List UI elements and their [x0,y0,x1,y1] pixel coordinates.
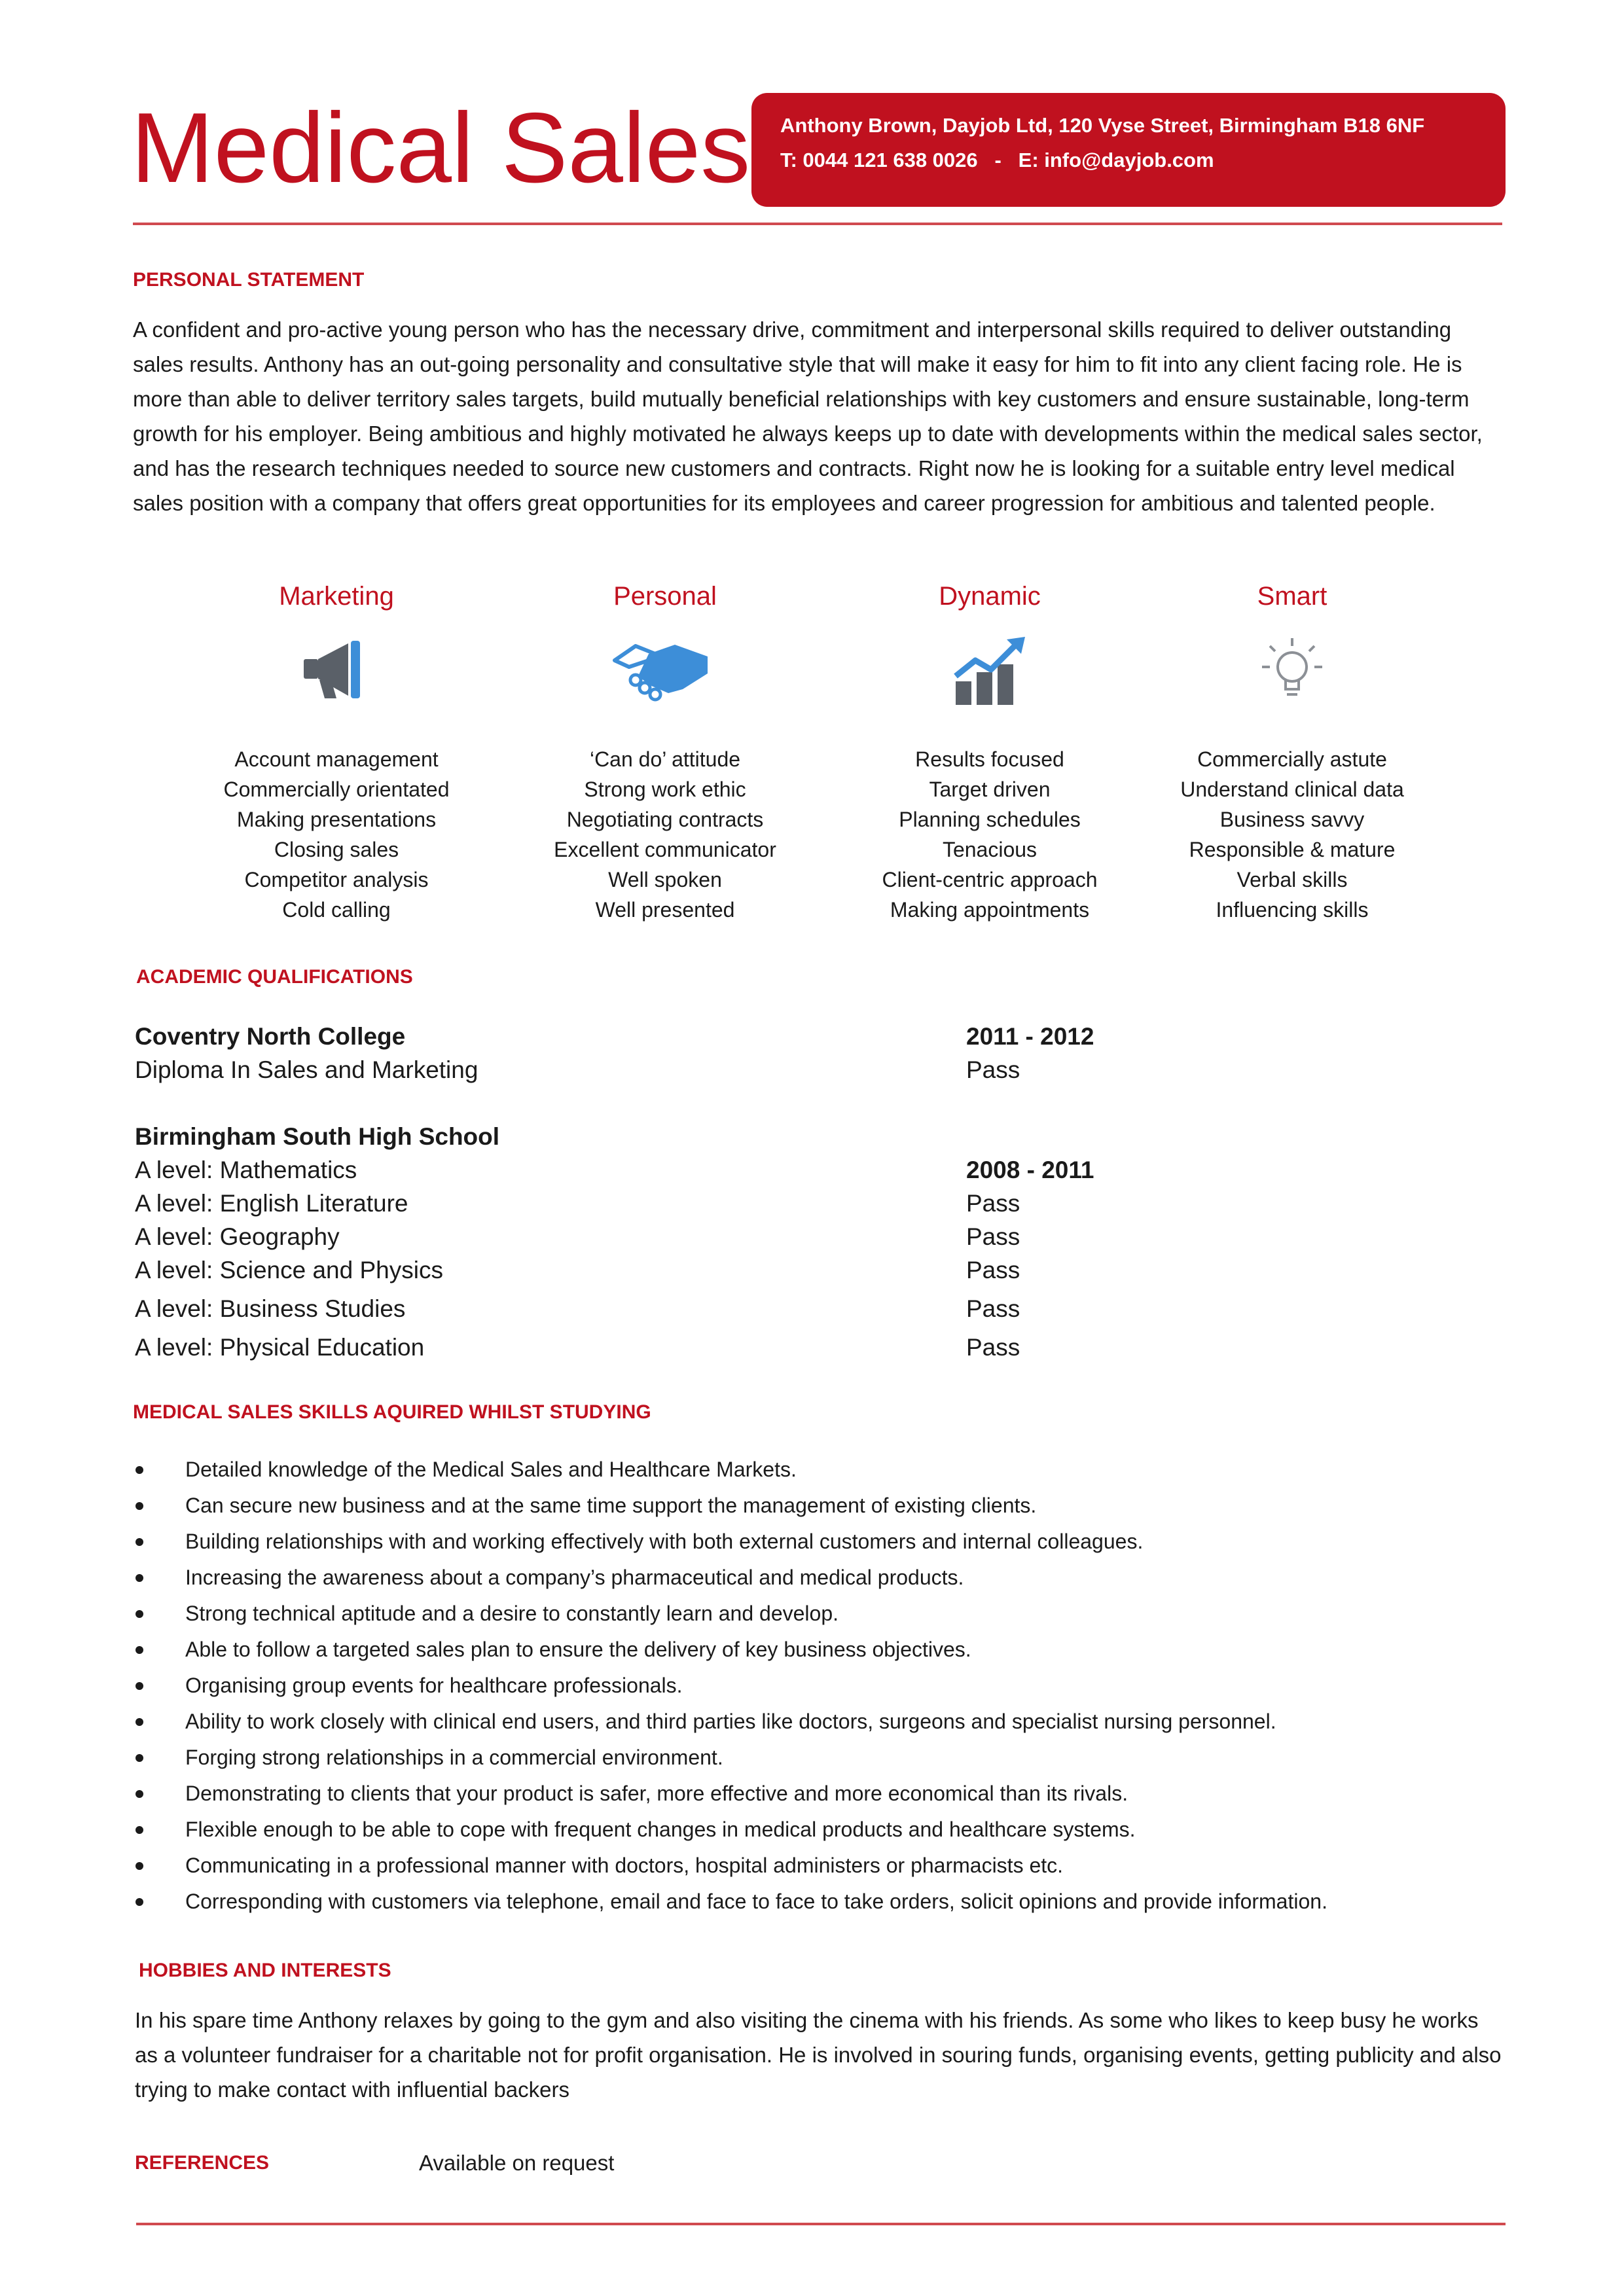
list-item: Commercially astute [1197,747,1387,771]
growth-chart-icon [950,634,1029,706]
subject-name: A level: Mathematics [135,1157,357,1183]
list-item: Strong technical aptitude and a desire to constantly learn and develop. [133,1596,1327,1632]
subject-name: A level: Business Studies [135,1295,406,1322]
list-item: Well spoken [608,868,722,891]
subject-name: A level: English Literature [135,1190,408,1217]
handshake-icon [609,634,721,706]
list-item: Corresponding with customers via telephone, email and face to face to take orders, solicit opinions and provide information. [133,1884,1327,1920]
hobbies-heading: HOBBIES AND INTERESTS [139,1960,391,1981]
list-item: Flexible enough to be able to cope with frequent changes in medical products and healthcare systems. [133,1812,1327,1848]
contact-box [751,93,1506,207]
college-name: Coventry North College [135,1023,406,1050]
subject-result: Pass [966,1295,1020,1322]
subject-name: A level: Physical Education [135,1334,425,1361]
list-item: Business savvy [1219,808,1365,831]
references-heading: REFERENCES [135,2152,270,2174]
subject-name: A level: Geography [135,1223,340,1250]
lightbulb-icon [1253,634,1331,706]
list-item: Able to follow a targeted sales plan to ensure the delivery of key business objectives. [133,1632,1327,1668]
list-item: Commercially orientated [223,778,450,801]
list-item: Understand clinical data [1180,778,1404,801]
subject-result: Pass [966,1257,1020,1283]
attribute-column-smart [1128,583,1456,925]
skills-list [133,1452,1327,1920]
college-course: Diploma In Sales and Marketing [135,1056,478,1083]
list-item: Organising group events for healthcare professionals. [133,1668,1327,1704]
college-years: 2011 - 2012 [966,1023,1094,1050]
list-item: Well presented [595,898,735,922]
personal-statement-text: A confident and pro-active young person who has the necessary drive, commitment and interpersonal skills required to deliver outstanding sales results. Anthony has an out-going personality and consultative style that will make it easy for him to fit into any client facing role. He is more than able to deliver territory sales targets, build mutually beneficial relationships with key customers and ensure sustainable, long-term growth for his employer. Being ambitious and highly motivated he always keeps up to date with developments within the medical sales sector, and has the research techniques needed to source new customers and contracts. Right now he is looking for a suitable entry level medical sales position with a company that offers great opportunities for its employees and career progression for ambitious and talented people. [133,317,1483,515]
attribute-title: Marketing [279,582,394,611]
personal-statement-heading: PERSONAL STATEMENT [133,269,365,291]
subject-result: Pass [966,1334,1020,1361]
contact-phone-email: T: 0044 121 638 0026 - E: info@dayjob.com [780,149,1214,171]
list-item: Tenacious [942,838,1038,861]
attribute-title: Dynamic [939,582,1041,611]
list-item: Account management [234,747,439,771]
references-value: Available on request [419,2151,615,2175]
attribute-title: Smart [1257,582,1327,611]
skills-heading: MEDICAL SALES SKILLS AQUIRED WHILST STUDYING [133,1401,651,1423]
list-item: Cold calling [282,898,391,922]
megaphone-icon [297,634,376,706]
attribute-list [173,744,500,925]
list-item: Verbal skills [1236,868,1348,891]
list-item: Influencing skills [1216,898,1369,922]
attribute-title: Personal [613,582,717,611]
list-item: Results focused [915,747,1064,771]
list-item: Detailed knowledge of the Medical Sales and Healthcare Markets. [133,1452,1327,1488]
list-item: Forging strong relationships in a commercial environment. [133,1740,1327,1776]
list-item: Closing sales [274,838,399,861]
attribute-column-marketing [173,583,500,925]
list-item: ‘Can do’ attitude [589,747,741,771]
list-item: Negotiating contracts [566,808,764,831]
list-item: Excellent communicator [554,838,776,861]
list-item: Making presentations [236,808,437,831]
college-result: Pass [966,1056,1020,1083]
list-item: Making appointments [890,898,1090,922]
school-years: 2008 - 2011 [966,1157,1094,1183]
attribute-list [826,744,1153,925]
list-item: Responsible & mature [1189,838,1396,861]
list-item: Communicating in a professional manner with doctors, hospital administers or pharmacists etc. [133,1848,1327,1884]
attribute-column-dynamic [826,583,1153,925]
hobbies-text: In his spare time Anthony relaxes by going to the gym and also visiting the cinema with his friends. As some who likes to keep busy he works as a volunteer fundraiser for a charitable not for profit organisation. He is involved in souring funds, organising events, getting publicity and also trying to make contact with influential backers [135,2008,1502,2102]
subject-result: Pass [966,1223,1020,1250]
footer-divider [136,2223,1506,2225]
page-title: Medical Sales [131,92,751,204]
attribute-list [501,744,829,925]
list-item: Competitor analysis [244,868,429,891]
attribute-list [1128,744,1456,925]
header-divider [133,223,1502,225]
list-item: Client-centric approach [882,868,1098,891]
academic-heading: ACADEMIC QUALIFICATIONS [136,966,413,988]
list-item: Target driven [929,778,1051,801]
list-item: Building relationships with and working effectively with both external customers and internal colleagues. [133,1524,1327,1560]
subject-result: Pass [966,1190,1020,1217]
attribute-column-personal [501,583,829,925]
list-item: Increasing the awareness about a company’s pharmaceutical and medical products. [133,1560,1327,1596]
school-name: Birmingham South High School [135,1123,500,1150]
list-item: Planning schedules [899,808,1081,831]
list-item: Can secure new business and at the same time support the management of existing clients. [133,1488,1327,1524]
contact-address: Anthony Brown, Dayjob Ltd, 120 Vyse Street, Birmingham B18 6NF [780,114,1425,137]
list-item: Demonstrating to clients that your product is safer, more effective and more economical than its rivals. [133,1776,1327,1812]
list-item: Strong work ethic [584,778,746,801]
subject-name: A level: Science and Physics [135,1257,443,1283]
list-item: Ability to work closely with clinical end users, and third parties like doctors, surgeons and specialist nursing personnel. [133,1704,1327,1740]
